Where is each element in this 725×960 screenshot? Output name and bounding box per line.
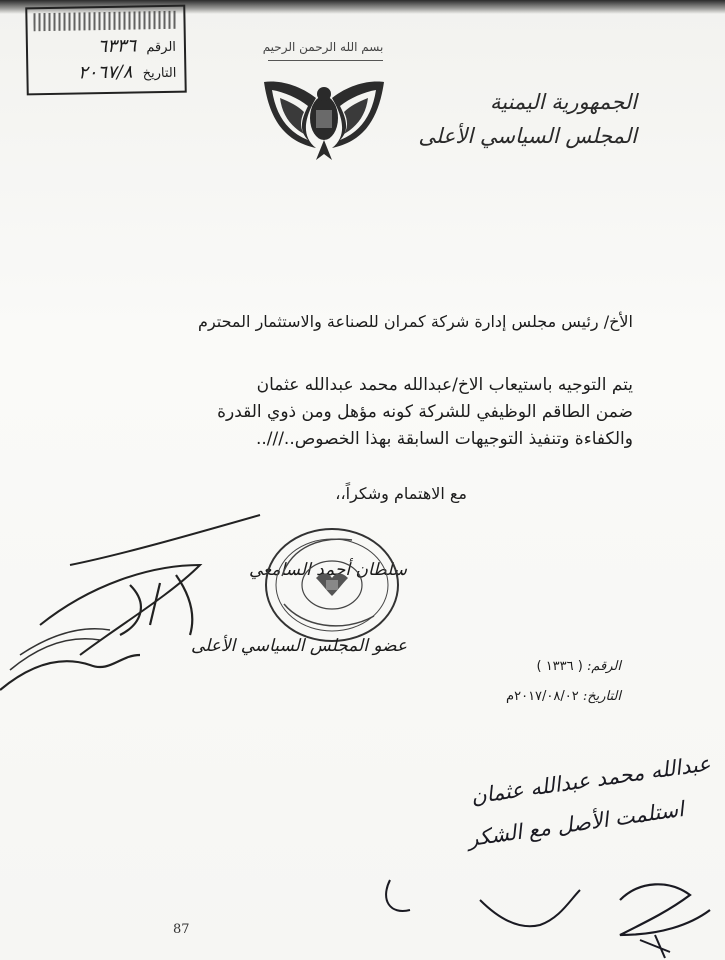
stamp-pattern [33,11,177,32]
reference-number-value: ( ١٣٣٦ ) [536,659,583,674]
body-line-2: ضمن الطاقم الوظيفي للشركة كونه مؤهل ومن ذوي القدرة [217,402,633,422]
stamp-date-label: التاريخ [142,65,177,82]
addressee-line: الأخ/ رئيس مجلس إدارة شركة كمران للصناعة والاستثمار المحترم [198,312,633,331]
stamp-number-row [97,35,176,57]
eagle-emblem-icon [258,72,390,164]
reference-number-row [506,652,621,682]
bismillah: بسم الله الرحمن الرحيم [262,40,384,54]
reference-stamp [25,5,187,96]
signer-name: سلطان أحمد السامعي [249,560,407,580]
letter-body [113,372,633,453]
body-line-3: والكفاءة وتنفيذ التوجيهات السابقة بهذا الخصوص..///.. [255,429,633,449]
signer-title: عضو المجلس السياسي الأعلى [190,636,407,656]
stamp-number-label: الرقم [146,39,177,56]
handwritten-note-line-2: استلمت الأصل مع الشكر [466,796,686,852]
reference-number-label: الرقم: [587,659,621,674]
handwritten-note-line-1: عبدالله محمد عبدالله عثمان [469,751,712,809]
handwritten-receipt-scribble [370,730,725,960]
bismillah-underline [268,60,383,61]
republic-name: الجمهورية اليمنية [489,90,637,114]
republic-header [418,85,637,153]
reference-date-value: ٢٠١٧/٠٨/٠٢م [506,689,579,704]
official-seal-icon [262,526,402,644]
stamp-date-value: ٢٠٦٧/٨ [77,61,133,84]
stamp-date-row [78,61,177,84]
reference-date-label: التاريخ: [582,689,621,704]
page-number: 87 [173,922,190,937]
reference-date-row [506,682,621,712]
closing-line: مع الاهتمام وشكراً،، [335,484,467,503]
body-line-1: يتم التوجيه باستيعاب الاخ/عبدالله محمد عبدالله عثمان [256,375,633,395]
council-name: المجلس السياسي الأعلى [418,124,637,148]
stamp-number-value: ٦٣٣٦ [97,35,137,58]
reference-block [506,652,621,712]
